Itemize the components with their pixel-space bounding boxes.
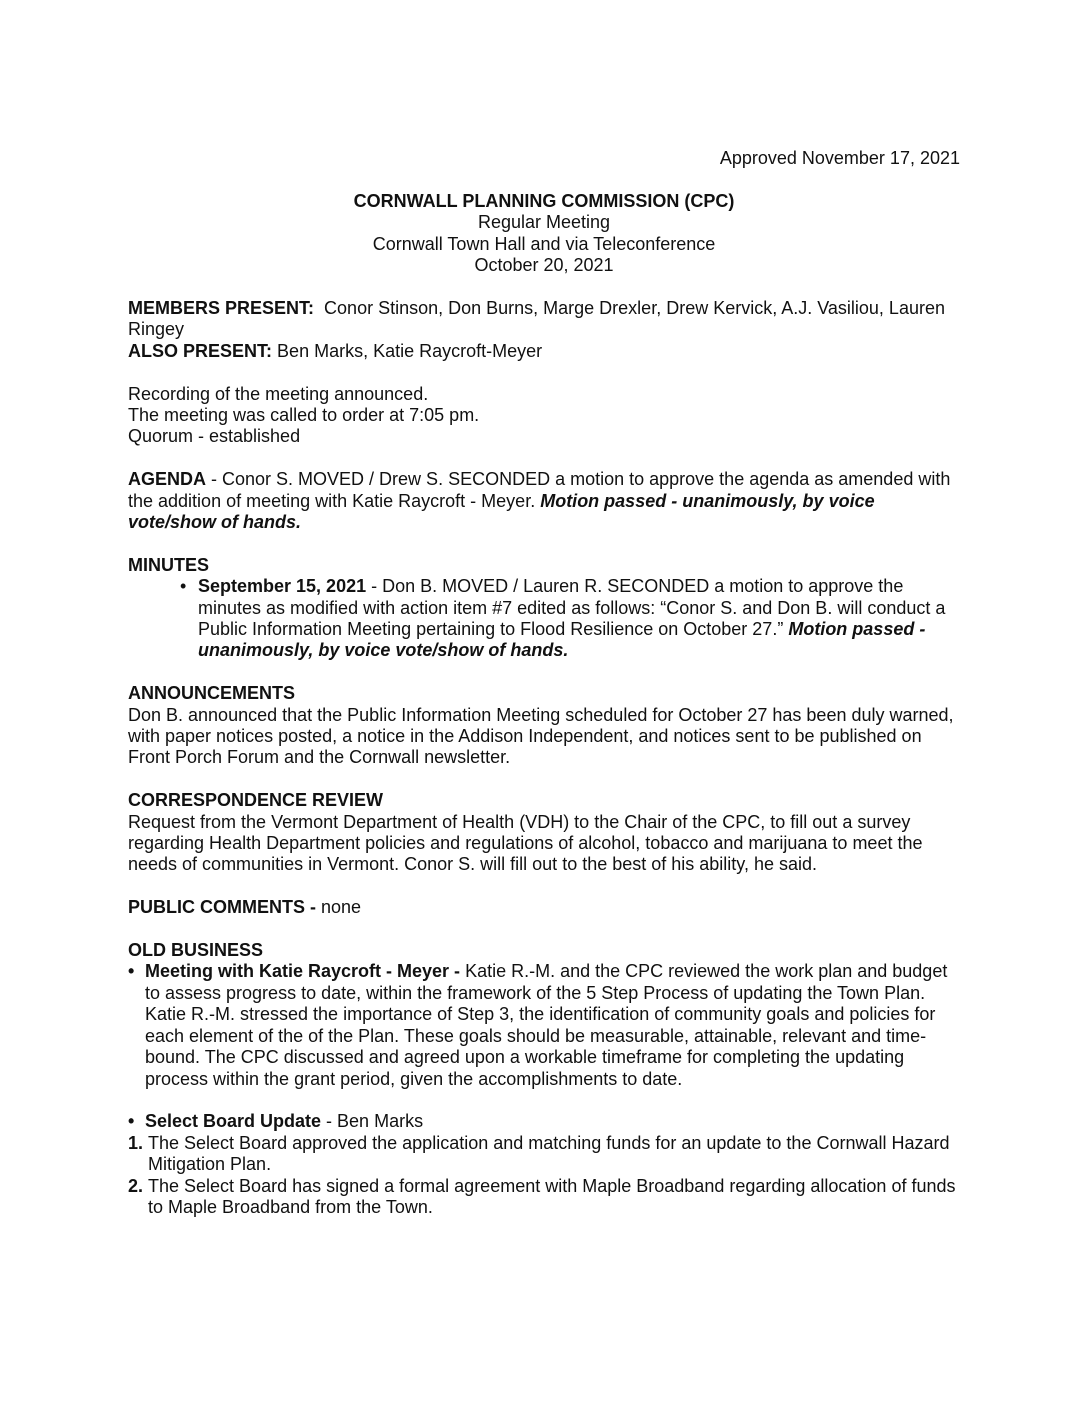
item-text: The Select Board has signed a formal agreement with Maple Broadband regarding allocation of funds to Maple Broadband from the Town.: [148, 1175, 956, 1217]
correspondence-text: Request from the Vermont Department of Health (VDH) to the Chair of the CPC, to fill out a survey regarding Health Department policies and regulations of alcohol, tobacco and marijuana to meet the needs of communities in Vermont. Conor S. will fill out to the best of his ability, he said.: [128, 811, 923, 875]
public-comments-text: none: [321, 897, 362, 918]
bullet-icon: •: [128, 1111, 135, 1132]
item-number: 2.: [128, 1175, 144, 1196]
quorum-note: Quorum - established: [128, 426, 301, 447]
minutes-motion-result: Motion passed - unanimously, by voice vote/show of hands.: [198, 619, 926, 661]
document-title: CORNWALL PLANNING COMMISSION (CPC): [353, 191, 735, 211]
old-business-meeting-item: [128, 961, 960, 1089]
minutes-heading: MINUTES: [128, 554, 209, 575]
recording-note: Recording of the meeting announced.: [128, 383, 429, 404]
public-comments-label: PUBLIC COMMENTS -: [128, 897, 321, 918]
document-header: [0, 191, 1088, 277]
meeting-item-label: Meeting with Katie Raycroft - Meyer -: [145, 961, 466, 982]
minutes-body: [128, 298, 960, 1218]
select-board-update-label: Select Board Update: [145, 1111, 322, 1132]
agenda-section: [128, 469, 960, 533]
members-present-names: Conor Stinson, Don Burns, Marge Drexler, Drew Kervick, A.J. Vasiliou, Lauren Ringey: [128, 298, 945, 340]
members-present-label: MEMBERS PRESENT:: [128, 298, 315, 318]
item-text: The Select Board approved the application and matching funds for an update to the Cornwall Hazard Mitigation Plan.: [148, 1132, 950, 1175]
also-present-names: Ben Marks, Katie Raycroft-Meyer: [277, 340, 543, 361]
public-comments: [128, 897, 960, 918]
minutes-item: [128, 576, 960, 662]
agenda-text: - Conor S. MOVED / Drew S. SECONDED a motion to approve the agenda as amended with the addition of meeting with Katie Raycroft - Meyer.: [128, 469, 951, 511]
agenda-motion-result: Motion passed - unanimously, by voice vote/show of hands.: [128, 490, 875, 533]
select-board-update-item: [128, 1111, 960, 1132]
agenda-label: AGENDA: [128, 469, 207, 490]
select-board-update-text: - Ben Marks: [321, 1111, 424, 1132]
meeting-type: Regular Meeting: [477, 212, 611, 233]
item-number: 1.: [128, 1132, 144, 1153]
members-present: [128, 298, 960, 341]
announcements-heading: ANNOUNCEMENTS: [128, 683, 296, 704]
also-present-label: ALSO PRESENT:: [128, 340, 273, 361]
meeting-date: October 20, 2021: [474, 255, 614, 276]
bullet-icon: •: [180, 576, 187, 597]
meeting-location: Cornwall Town Hall and via Teleconference: [372, 233, 716, 254]
old-business-heading: OLD BUSINESS: [128, 940, 264, 961]
bullet-icon: •: [128, 961, 135, 982]
meeting-item-text: Katie R.-M. and the CPC reviewed the work plan and budget to assess progress to date, within the framework of the 5 Step Process of updating the Town Plan. Katie R.-M. stressed the importance of Step 3, the identification of community goals and policies for each element of the of the Plan. These goals should be measurable, attainable, relevant and time-bound. The CPC discussed and agreed upon a workable timeframe for completing the updating process within the grant period, given the accomplishments to date.: [145, 961, 948, 1089]
correspondence-heading: CORRESPONDENCE REVIEW: [128, 790, 384, 811]
also-present: [128, 341, 960, 362]
announcements-text: Don B. announced that the Public Information Meeting scheduled for October 27 has been duly warned, with paper notices posted, a notice in the Addison Independent, and notices sent to be published on Front Porch Forum and the Cornwall newsletter.: [128, 704, 954, 768]
call-to-order: The meeting was called to order at 7:05 pm.: [128, 405, 480, 426]
minutes-item-date: September 15, 2021: [198, 576, 367, 597]
select-board-item-2: [128, 1176, 960, 1219]
approval-note: Approved November 17, 2021: [719, 148, 960, 168]
minutes-item-text: - Don B. MOVED / Lauren R. SECONDED a motion to approve the minutes as modified with action item #7 edited as follows: “Conor S. and Don B. will conduct a Public Information Meeting pertaining to Flood Resilience on October 27.”: [198, 576, 946, 640]
select-board-item-1: [128, 1133, 960, 1176]
